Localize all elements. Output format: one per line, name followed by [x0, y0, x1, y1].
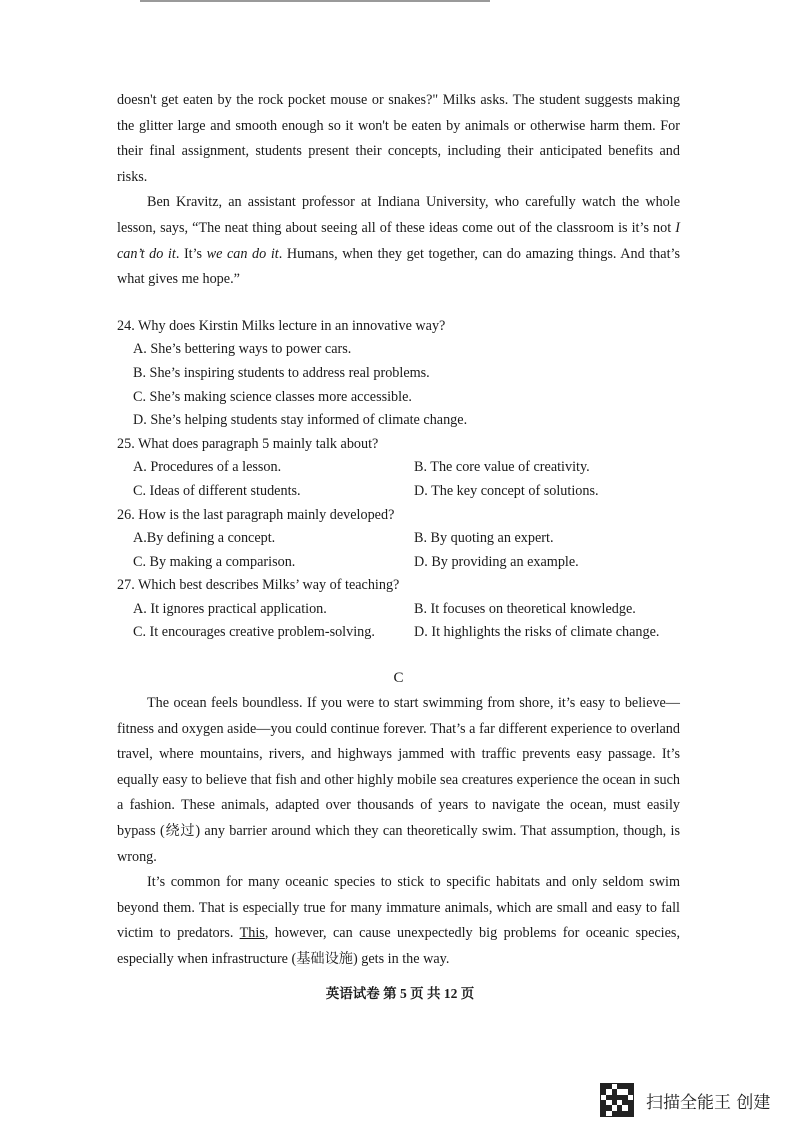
question-27-option-b: B. It focuses on theoretical knowledge. — [414, 600, 636, 617]
quote-text-end: . Humans, when they get together, can do amazing things. And that’s what gives me hope.” — [117, 245, 680, 288]
question-24-option-d: D. She’s helping students stay informed of climate change. — [133, 412, 468, 429]
qr-code-icon — [600, 1083, 634, 1117]
question-26-option-a: A.By defining a concept. — [133, 530, 276, 547]
question-27-option-a: A. It ignores practical application. — [133, 600, 327, 617]
question-27-row-1 — [117, 598, 680, 622]
question-24-option-b: B. She’s inspiring students to address real problems. — [133, 364, 430, 381]
underlined-word-this: This — [239, 925, 265, 942]
question-25-row-1 — [117, 456, 680, 480]
question-26: 26. How is the last paragraph mainly developed? — [117, 506, 395, 523]
question-25-option-b: B. The core value of creativity. — [414, 459, 590, 476]
scanner-badge-text: 扫描全能王 创建 — [646, 1092, 771, 1113]
question-27-option-d: D. It highlights the risks of climate change. — [414, 624, 660, 641]
page-footer: 英语试卷 第 5 页 共 12 页 — [325, 986, 475, 1001]
question-27: 27. Which best describes Milks’ way of teaching? — [117, 577, 400, 594]
question-24-option-c: C. She’s making science classes more accessible. — [133, 388, 412, 405]
question-26-row-2 — [117, 551, 680, 575]
passage-c-p2-end: , however, can cause unexpectedly big problems for oceanic species, especially when infrastructure (基础设施) gets in the way. — [117, 925, 680, 967]
quote-text-start: Ben Kravitz, an assistant professor at Indiana University, who carefully watch the whole lesson, says, “The neat thing about seeing all of these ideas come out of the classroom is it’s not — [117, 194, 680, 236]
question-25-option-d: D. The key concept of solutions. — [414, 482, 599, 499]
top-divider — [140, 0, 490, 2]
passage-c-p2-start: It’s common for many oceanic species to stick to specific habitats and only seldom swim beyond them. That is especially true for many immature animals, which are small and easy to fall victim to predators. — [117, 874, 680, 942]
passage-b-paragraph-2 — [117, 190, 680, 292]
question-list — [117, 315, 680, 645]
question-24: 24. Why does Kirstin Milks lecture in an innovative way? — [117, 317, 446, 334]
passage-c-paragraph-2 — [117, 870, 680, 972]
section-title-c: C — [393, 670, 404, 687]
quote-emphasis-1: I can’t do it — [117, 219, 680, 262]
question-27-option-c: C. It encourages creative problem-solving. — [133, 624, 375, 641]
question-24-option-a: A. She’s bettering ways to power cars. — [133, 341, 352, 358]
quote-text-mid: . It’s — [175, 245, 207, 262]
question-25-row-2 — [117, 480, 680, 504]
quote-emphasis-2: we can do it — [206, 245, 279, 262]
exam-page — [117, 88, 680, 973]
question-26-option-d: D. By providing an example. — [414, 553, 579, 570]
question-26-option-b: B. By quoting an expert. — [414, 530, 554, 547]
scanner-watermark — [600, 1083, 770, 1117]
passage-b-paragraph-1: doesn't get eaten by the rock pocket mouse or snakes?" Milks asks. The student suggests making the glitter large and smooth enough so it won't be eaten by animals or otherwise harm them. For their final assignment, students present their concepts, including their anticipated benefits and risks. — [117, 92, 680, 185]
passage-c-paragraph-1: The ocean feels boundless. If you were to start swimming from shore, it’s easy to believe—fitness and oxygen aside—you could continue forever. That’s a far different experience to overland travel, where mountains, rivers, and highways jammed with traffic prevents easy passage. It’s equally easy to believe that fish and other highly mobile sea creatures experience the ocean in such a fashion. These animals, adapted over thousands of years to navigate the ocean, must easily bypass (绕过) any barrier around which they can theoretically swim. That assumption, though, is wrong. — [117, 695, 680, 865]
question-26-row-1 — [117, 527, 680, 551]
question-27-row-2 — [117, 621, 680, 645]
question-25: 25. What does paragraph 5 mainly talk about? — [117, 435, 379, 452]
question-26-option-c: C. By making a comparison. — [133, 553, 296, 570]
question-25-option-c: C. Ideas of different students. — [133, 482, 301, 499]
question-25-option-a: A. Procedures of a lesson. — [133, 459, 282, 476]
